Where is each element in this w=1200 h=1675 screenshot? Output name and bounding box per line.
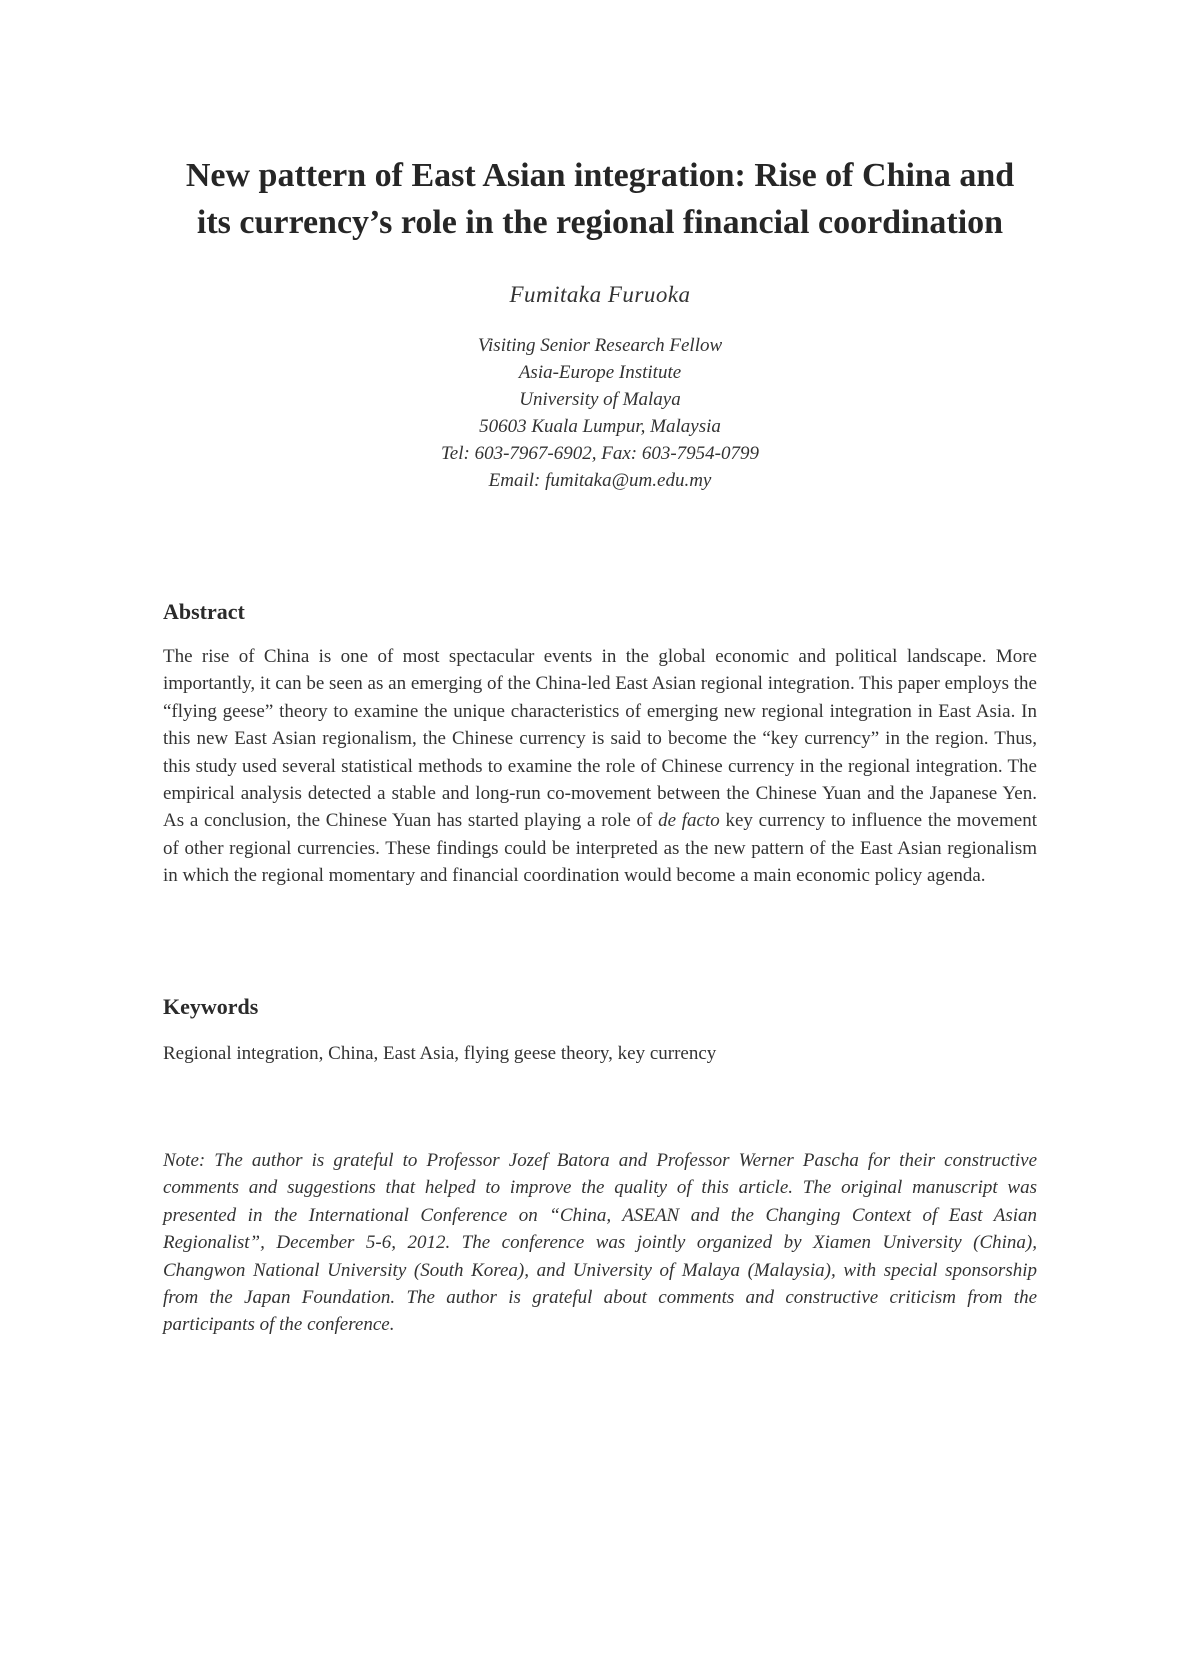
keywords-text: Regional integration, China, East Asia, flying geese theory, key currency xyxy=(163,1043,717,1064)
abstract-text-part-2: key currency to influence the movement of other regional currencies. These findings could be interpreted as the new pattern of the East Asian regionalism in which the regional momentary and financial coordination would become a main economic policy agenda. xyxy=(163,810,1037,887)
title-line-2: its currency’s role in the regional financial coordination xyxy=(196,204,1004,241)
paper-title xyxy=(120,152,1080,246)
author-name: Fumitaka Furuoka xyxy=(509,282,691,307)
affiliation-email: Email: fumitaka@um.edu.my xyxy=(488,470,712,491)
affiliation-address: 50603 Kuala Lumpur, Malaysia xyxy=(479,416,721,437)
abstract-text xyxy=(163,643,1037,890)
author-affiliation xyxy=(120,332,1080,494)
affiliation-university: University of Malaya xyxy=(519,389,681,410)
acknowledgement-note: Note: The author is grateful to Professor Jozef Batora and Professor Werner Pascha for their constructive comments and suggestions that helped to improve the quality of this article. The original manuscript was presented in the International Conference on “China, ASEAN and the Changing Context of East Asian Regionalist”, December 5-6, 2012. The conference was jointly organized by Xiamen University (China), Changwon National University (South Korea), and University of Malaya (Malaysia), with special sponsorship from the Japan Foundation. The author is grateful about comments and constructive criticism from the participants of the conference. xyxy=(163,1150,1037,1336)
affiliation-phone-fax: Tel: 603-7967-6902, Fax: 603-7954-0799 xyxy=(440,443,760,464)
keywords-heading: Keywords xyxy=(163,994,259,1019)
abstract-emphasis: de facto xyxy=(658,810,720,832)
title-line-1: New pattern of East Asian integration: Rise of China and xyxy=(185,157,1015,194)
affiliation-institute: Asia-Europe Institute xyxy=(518,362,682,383)
affiliation-position: Visiting Senior Research Fellow xyxy=(477,335,723,356)
abstract-heading: Abstract xyxy=(163,599,245,624)
abstract-text-part-1: The rise of China is one of most spectacular events in the global economic and political landscape. More importantly, it can be seen as an emerging of the China-led East Asian regional integration. This paper employs the “flying geese” theory to examine the unique characteristics of emerging new regional integration in East Asia. In this new East Asian regionalism, the Chinese currency is said to become the “key currency” in the region. Thus, this study used several statistical methods to examine the role of Chinese currency in the regional integration. The empirical analysis detected a stable and long-run co-movement between the Chinese Yuan and the Japanese Yen. As a conclusion, the Chinese Yuan has started playing a role of xyxy=(163,646,1037,832)
